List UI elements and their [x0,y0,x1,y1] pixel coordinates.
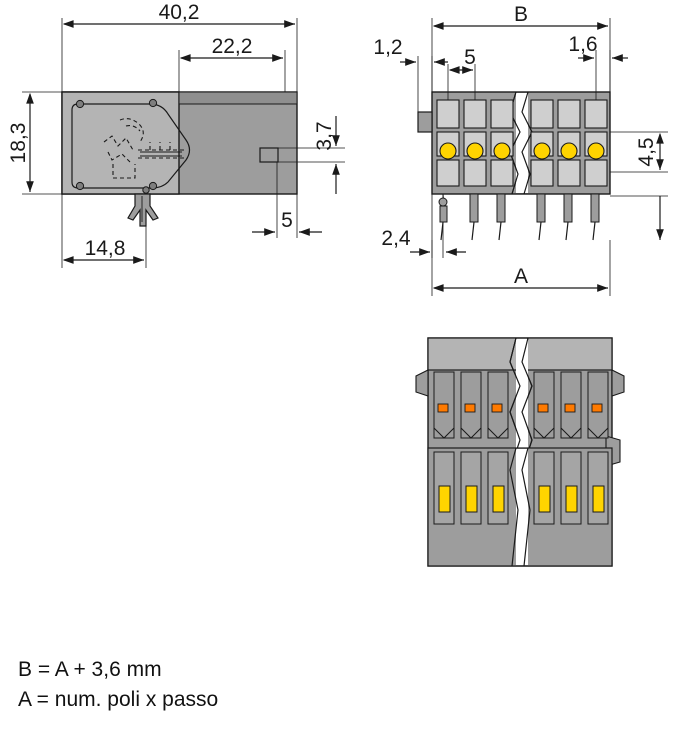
side-view [7,1,345,268]
note-line-b: B = A + 3,6 mm [18,658,162,681]
notes-block [18,655,218,715]
dim-pin-offset: 2,4 [381,227,411,250]
note-line-a: A = num. poli x passo [18,688,219,711]
dim-width-a: A [513,265,529,288]
bottom-view [416,338,624,566]
dim-edge-offset-left: 1,2 [373,36,403,59]
dim-pin-height: 4,5 [635,137,658,167]
dim-tab-width: 5 [281,209,293,232]
front-view [373,3,668,296]
dim-inner-length: 22,2 [211,35,253,58]
dim-width-b: B [513,3,529,26]
dim-pitch: 5 [464,46,476,69]
dim-overall-height: 18,3 [7,122,30,164]
dim-overall-length: 40,2 [158,1,200,24]
dim-latch-offset: 14,8 [84,237,126,260]
dim-edge-offset-right: 1,6 [568,33,598,56]
dim-tab-height: 3,7 [313,121,336,151]
